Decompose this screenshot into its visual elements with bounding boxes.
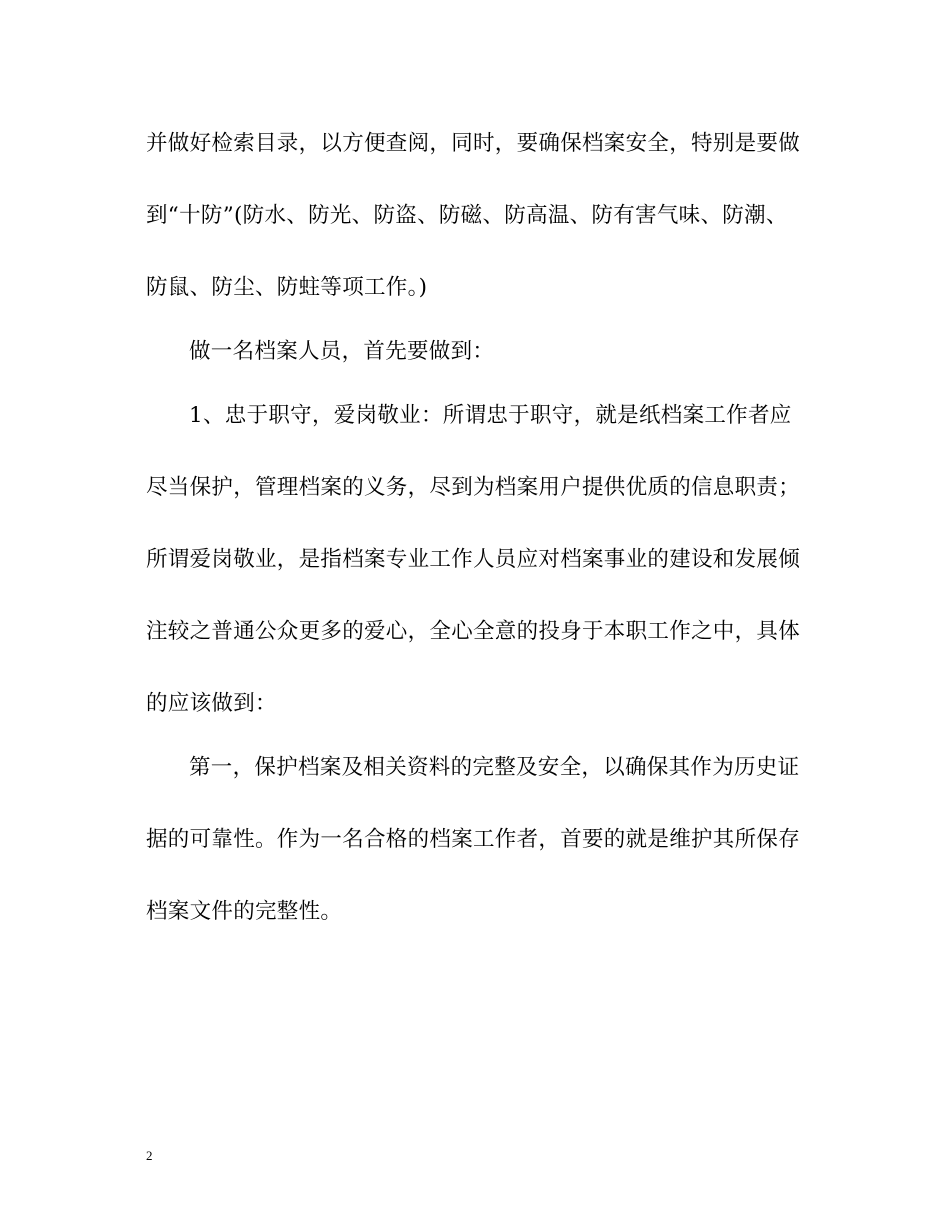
paragraph-start-line: 做一名档案人员，首先要做到： bbox=[189, 339, 495, 364]
paragraph-start-line: 1、忠于职守，爱岗敬业：所谓忠于职守，就是纸档案工作者应 bbox=[189, 403, 792, 428]
body-text-line: 并做好检索目录，以方便查阅，同时，要确保档案安全，特别是要做 bbox=[146, 131, 801, 156]
body-text-line: 的应该做到： bbox=[146, 691, 277, 716]
body-text-line: 注较之普通公众更多的爱心，全心全意的投身于本职工作之中，具体 bbox=[146, 619, 801, 644]
body-text-line: 防鼠、防尘、防蛀等项工作。) bbox=[146, 275, 428, 300]
body-text-line: 到“十防”(防水、防光、防盗、防磁、防高温、防有害气味、防潮、 bbox=[146, 203, 788, 228]
body-text-line: 据的可靠性。作为一名合格的档案工作者，首要的就是维护其所保存 bbox=[146, 827, 801, 852]
body-text-line: 尽当保护，管理档案的义务，尽到为档案用户提供优质的信息职责； bbox=[146, 475, 801, 500]
page-number: 2 bbox=[146, 1148, 153, 1163]
body-text-line: 所谓爱岗敬业，是指档案专业工作人员应对档案事业的建设和发展倾 bbox=[146, 547, 801, 572]
paragraph-start-line: 第一，保护档案及相关资料的完整及安全，以确保其作为历史证 bbox=[189, 755, 800, 780]
body-text-line: 档案文件的完整性。 bbox=[146, 899, 343, 924]
